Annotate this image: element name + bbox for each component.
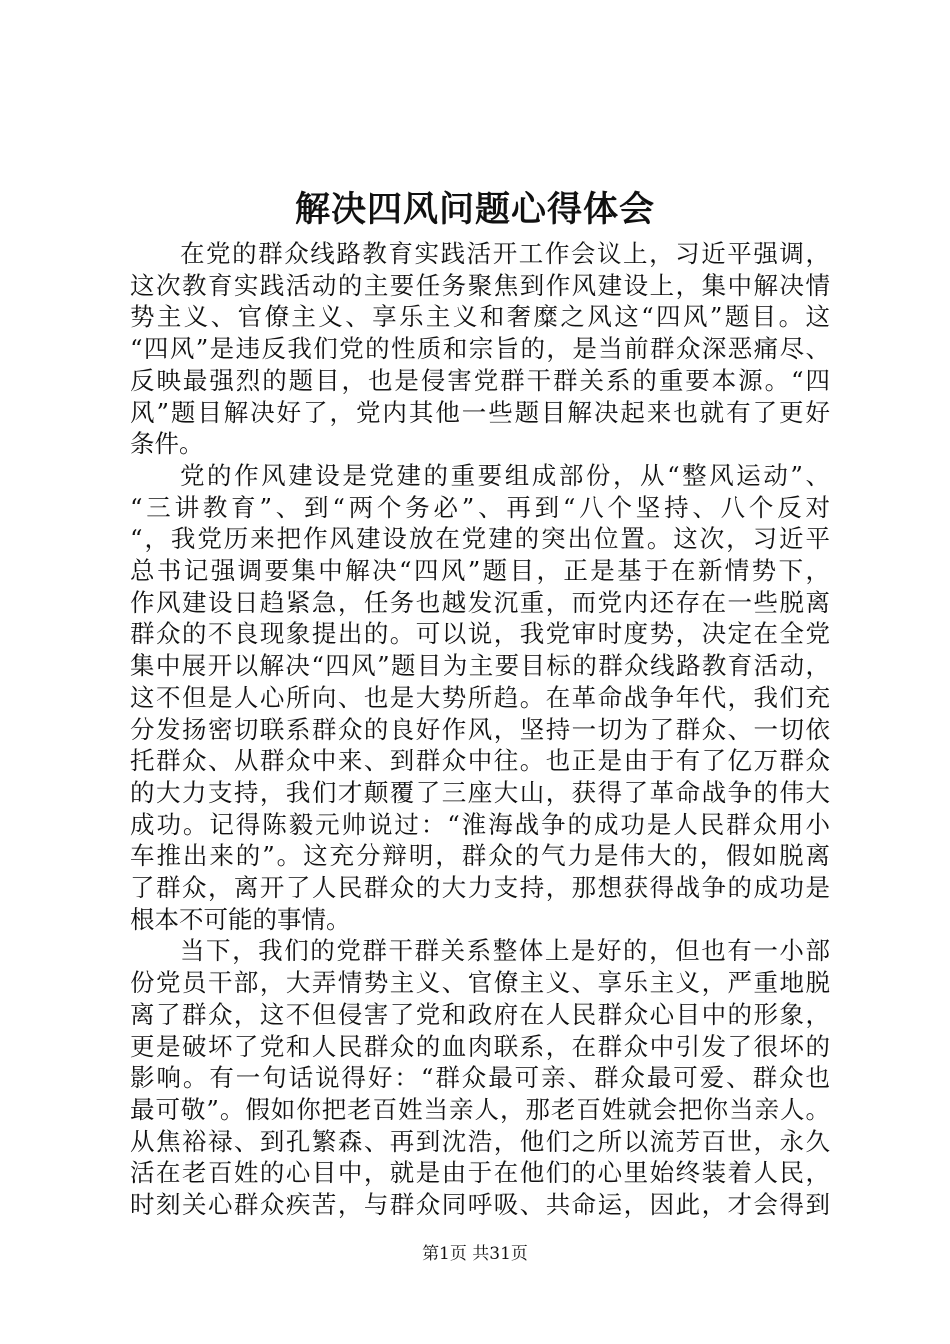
text-line: 从焦裕禄、到孔繁森、再到沈浩，他们之所以流芳百世，永久: [130, 1126, 830, 1156]
text-line: “，我党历来把作风建设放在党建的突出位置。这次，习近平: [130, 524, 830, 554]
text-line: 这不但是人心所向、也是大势所趋。在革命战争年代，我们充: [130, 682, 830, 712]
text-line: “四风”是违反我们党的性质和宗旨的，是当前群众深恶痛尽、: [130, 334, 830, 364]
text-line: 的大力支持，我们才颠覆了三座大山，获得了革命战争的伟大: [130, 777, 830, 807]
document-body: [130, 238, 830, 1221]
text-line: 车推出来的”。这充分辩明，群众的气力是伟大的，假如脱离: [130, 841, 830, 871]
text-line: 党的作风建设是党建的重要组成部份，从“整风运动”、: [180, 460, 830, 490]
paragraph: [130, 238, 830, 460]
text-line: 风”题目解决好了，党内其他一些题目解决起来也就有了更好: [130, 397, 830, 427]
text-line: 成功。记得陈毅元帅说过：“淮海战争的成功是人民群众用小: [130, 809, 830, 839]
text-line: 这次教育实践活动的主要任务聚焦到作风建设上，集中解决情: [130, 270, 830, 300]
text-line: 反映最强烈的题目，也是侵害党群干群关系的重要本源。“四: [130, 365, 830, 395]
text-line: 作风建设日趋紧急，任务也越发沉重，而党内还存在一些脱离: [130, 587, 830, 617]
text-line: 当下，我们的党群干群关系整体上是好的，但也有一小部: [180, 936, 830, 966]
text-line: 条件。: [130, 429, 204, 459]
text-line: 影响。有一句话说得好：“群众最可亲、群众最可爱、群众也: [130, 1063, 830, 1093]
text-line: 总书记强调要集中解决“四风”题目，正是基于在新情势下，: [130, 556, 830, 586]
text-line: 活在老百姓的心目中，就是由于在他们的心里始终装着人民，: [130, 1158, 830, 1188]
text-line: “三讲教育”、到“两个务必”、再到“八个坚持、八个反对: [130, 492, 830, 522]
text-line: 分发扬密切联系群众的良好作风，坚持一切为了群众、一切依: [130, 714, 830, 744]
text-line: 势主义、官僚主义、享乐主义和奢糜之风这“四风”题目。这: [130, 302, 830, 332]
paragraph: [130, 460, 830, 936]
paragraph: [130, 935, 830, 1220]
text-line: 离了群众，这不但侵害了党和政府在人民群众心目中的形象，: [130, 999, 830, 1029]
text-line: 最可敬”。假如你把老百姓当亲人，那老百姓就会把你当亲人。: [130, 1094, 830, 1124]
text-line: 更是破坏了党和人民群众的血肉联系，在群众中引发了很坏的: [130, 1031, 830, 1061]
text-line: 份党员干部，大弄情势主义、官僚主义、享乐主义，严重地脱: [130, 968, 830, 998]
document-title: 解决四风问题心得体会: [294, 189, 655, 230]
page-footer: 第1页 共31页: [422, 1244, 528, 1264]
text-line: 托群众、从群众中来、到群众中往。也正是由于有了亿万群众: [130, 746, 830, 776]
text-line: 了群众，离开了人民群众的大力支持，那想获得战争的成功是: [130, 873, 830, 903]
text-line: 在党的群众线路教育实践活开工作会议上，习近平强调，: [180, 239, 830, 268]
text-line: 根本不可能的事情。: [130, 904, 351, 934]
text-line: 集中展开以解决“四风”题目为主要目标的群众线路教育活动，: [130, 651, 830, 681]
text-line: 时刻关心群众疾苦，与群众同呼吸、共命运，因此，才会得到: [130, 1190, 830, 1220]
text-line: 群众的不良现象提出的。可以说，我党审时度势，决定在全党: [130, 619, 830, 649]
